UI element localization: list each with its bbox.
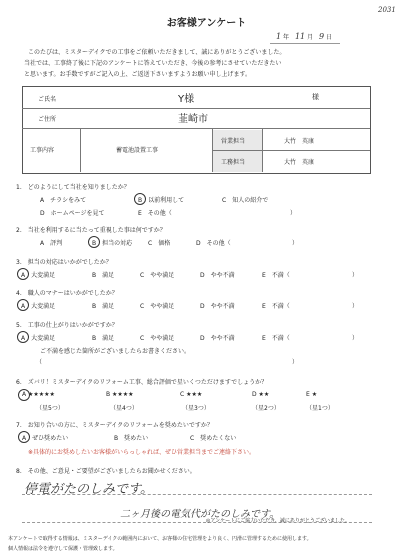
address-value: 韮崎市: [178, 114, 208, 125]
q8-handwritten-2: 二ヶ月後の電気代がたのしみです。: [120, 509, 280, 520]
q6-label-a: （星5つ）: [36, 405, 64, 412]
name-suffix: 様: [312, 93, 319, 101]
footer-line-2: 個人情報は法令を遵守して保護・管理致します。: [8, 546, 118, 552]
q5-option-a: A 大変満足: [21, 335, 56, 342]
date-underline: [270, 43, 340, 44]
construction-label: 工務担当: [221, 159, 246, 166]
intro-line-1: このたびは、ミスターデイクでの工事をご依頼いただきまして、誠にありがとうございました。: [28, 49, 286, 56]
name-value: Y様: [178, 94, 195, 105]
q7-selected-circle: [18, 431, 30, 443]
sales-label: 営業担当: [221, 138, 246, 145]
q3-close-paren: ）: [352, 272, 359, 279]
q3-option-c: C やや満足: [140, 272, 175, 279]
q2-question: 2. 当社を利用するに当たって重視した事は何ですか？: [16, 227, 166, 234]
name-label: ご氏名: [38, 96, 57, 103]
q4-option-e: E 不満（: [262, 303, 290, 310]
q2-option-a: A 評判: [40, 240, 63, 247]
q5-option-b: B 満足: [92, 335, 115, 342]
q4-option-a: A 大変満足: [21, 303, 56, 310]
q5-option-c: C やや満足: [140, 335, 175, 342]
construction-value: 大竹 英康: [284, 159, 315, 166]
q2-selected-circle: [88, 236, 100, 248]
q3-question: 3. 担当の対応はいかがでしたか？: [16, 259, 112, 266]
page-number: 2031: [378, 6, 396, 14]
q6-label-b: （星4つ）: [110, 405, 138, 412]
q2-option-b: B 担当の対応: [92, 240, 133, 247]
q5-option-e: E 不満（: [262, 335, 290, 342]
q4-selected-circle: [17, 299, 29, 311]
q6-label-e: （星1つ）: [306, 405, 334, 412]
q8-thanks: ◎アンケートにご協力いただき、誠にありがとうございました。: [206, 518, 350, 524]
intro-line-3: と思います。お手数ですがご記入の上、ご返送下さいますようお願い申し上げます。: [24, 71, 252, 78]
q4-question: 4. 職人のマナーはいかがでしたか？: [16, 290, 118, 297]
q6-option-c: C ★★★: [180, 391, 203, 398]
q5-close-paren: ）: [352, 335, 359, 342]
work-label: 工事内容: [30, 147, 55, 154]
q1-option-b: B 以前利用して: [138, 197, 185, 204]
q6-selected-circle: [18, 389, 30, 401]
q5-selected-circle: [17, 331, 29, 343]
q6-option-e: E ★: [306, 391, 318, 398]
date-year: 1: [276, 32, 282, 41]
q6-label-d: （星2つ）: [252, 405, 280, 412]
date-year-label: 年: [283, 34, 290, 41]
q1-option-d: D ホームページを見て: [40, 210, 105, 217]
q4-option-b: B 満足: [92, 303, 115, 310]
q2-option-d: D その他（: [196, 240, 231, 247]
q5-note: ご不満を感じた箇所がございましたらお書きください。: [40, 348, 191, 355]
q6-label-c: （星3つ）: [182, 405, 210, 412]
q3-option-b: B 満足: [92, 272, 115, 279]
footer-line-1: 本アンケートで取得する情報は、ミスターデイクの範囲内において、お客様の住宅管理をより良く、円滑に管理するために使用します。: [8, 536, 312, 542]
address-label: ご住所: [38, 116, 57, 123]
q5-question: 5. 工事の仕上がりはいかがですか？: [16, 322, 118, 329]
date-day: 9: [319, 32, 325, 41]
q1-option-a: A チラシをみて: [40, 197, 87, 204]
q2-close-paren: ）: [292, 240, 299, 247]
page-title: お客様アンケート: [166, 18, 247, 29]
q5-paren-open: （: [36, 359, 43, 366]
q8-question: 8. その他、ご意見・ご要望がございましたらお聞かせください。: [16, 468, 196, 475]
q7-option-a: A ぜひ奨めたい: [22, 435, 69, 442]
date-day-label: 日: [326, 34, 333, 41]
q1-question: 1. どのようにして当社を知りましたか？: [16, 184, 130, 191]
date-month: 11: [294, 32, 306, 41]
q3-selected-circle: [17, 268, 29, 280]
q8-handwritten-1: 停電がたのしみです。: [24, 482, 153, 497]
q6-option-d: D ★★: [252, 391, 270, 398]
q1-selected-circle: [134, 193, 146, 205]
q5-option-d: D やや不満: [200, 335, 235, 342]
q5-paren-close: ）: [292, 359, 299, 366]
intro-line-2: 当社では、工事終了後に下記のアンケートに答えていただき、今後の参考にさせていただきたい: [24, 60, 282, 67]
q1-close-paren: ）: [290, 210, 297, 217]
q3-option-a: A 大変満足: [21, 272, 56, 279]
q4-option-c: C やや満足: [140, 303, 175, 310]
sales-value: 大竹 英康: [284, 138, 315, 145]
q6-option-a: A ★★★★★: [22, 391, 55, 398]
q7-option-c: C 奨めたくない: [190, 435, 237, 442]
q7-note: ※具体的にお奨めしたいお客様がいらっしゃれば、ぜひ営業担当までご連絡下さい。: [28, 449, 256, 456]
work-value: 蓄電池設置工事: [116, 147, 159, 154]
q6-option-b: B ★★★★: [106, 391, 134, 398]
q2-option-c: C 価格: [148, 240, 171, 247]
date-month-label: 月: [307, 34, 314, 41]
q3-option-e: E 不満（: [262, 272, 290, 279]
q1-option-e: E その他（: [138, 210, 172, 217]
q1-option-c: C 知人の紹介で: [222, 197, 269, 204]
q4-close-paren: ）: [352, 303, 359, 310]
q7-option-b: B 奨めたい: [114, 435, 149, 442]
q3-option-d: D やや不満: [200, 272, 235, 279]
q7-question: 7. お知り合いの方に、ミスターデイクのリフォームを奨めたいですか？: [16, 422, 213, 429]
date-line: [276, 32, 332, 41]
q6-question: 6. ズバリ！ミスターデイクのリフォーム工事、総合評価で星いくつただけますでしょうか？: [16, 379, 268, 386]
q4-option-d: D やや不満: [200, 303, 235, 310]
